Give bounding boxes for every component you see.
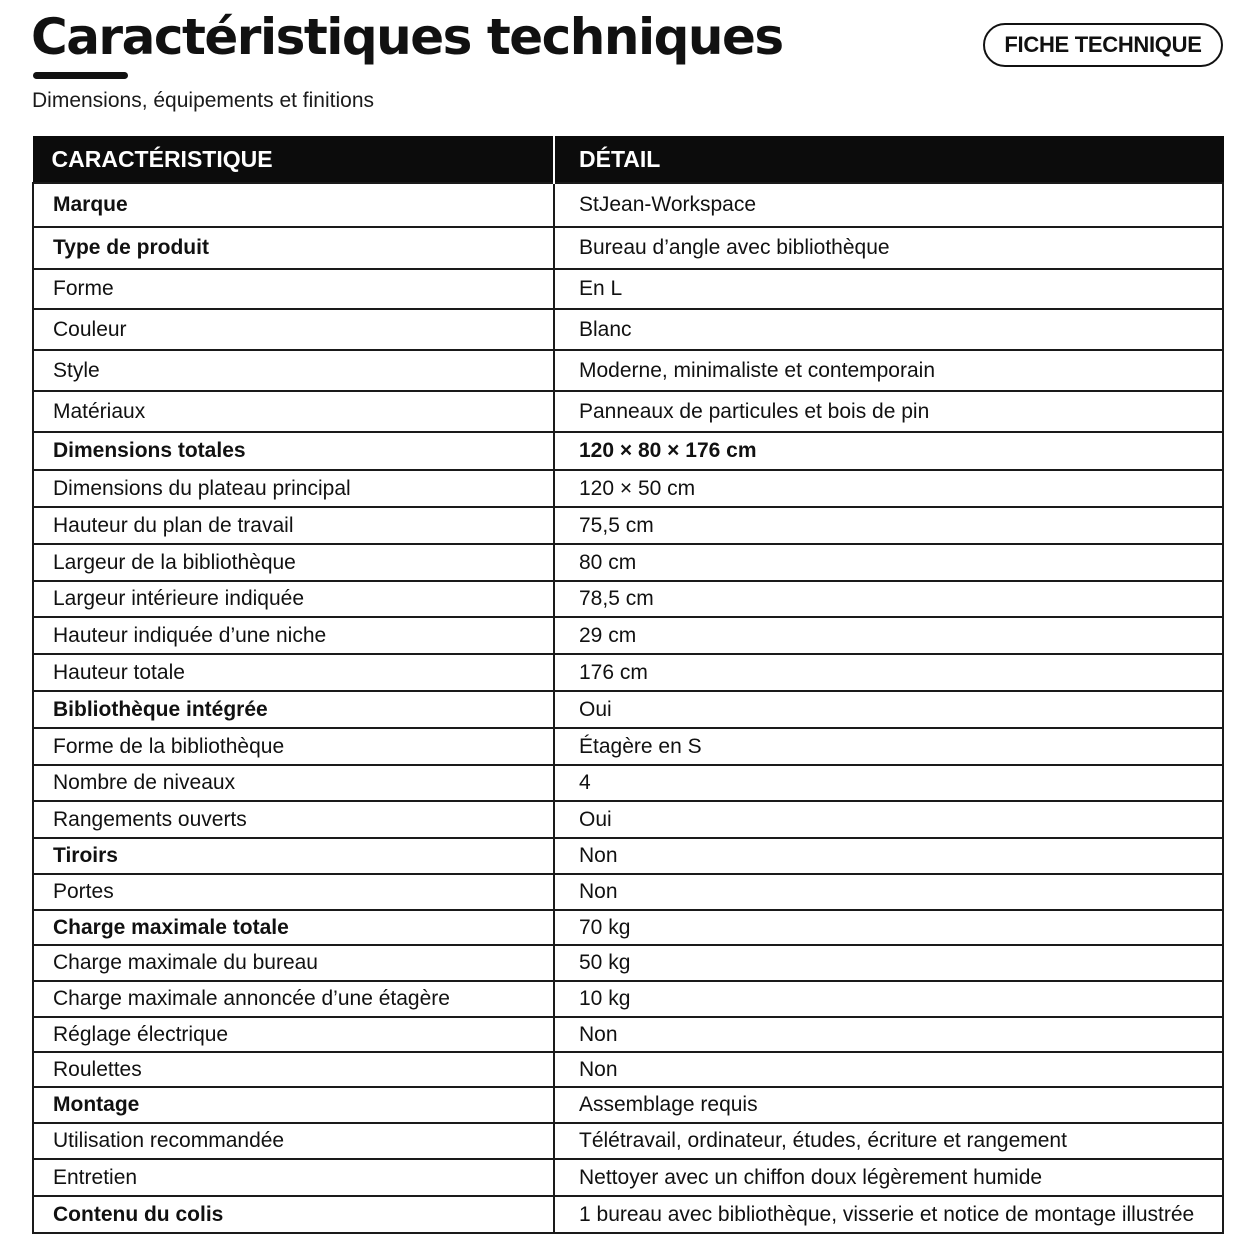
table-row	[33, 391, 1223, 432]
row-label: Réglage électrique	[33, 1017, 554, 1052]
row-value: 4	[554, 765, 1223, 801]
row-value: 10 kg	[554, 981, 1223, 1017]
table-row	[33, 838, 1223, 874]
spec-table	[32, 136, 1224, 1234]
row-label: Entretien	[33, 1159, 554, 1196]
row-label: Bibliothèque intégrée	[33, 691, 554, 728]
row-value: Oui	[554, 691, 1223, 728]
table-row	[33, 544, 1223, 581]
row-label: Hauteur du plan de travail	[33, 507, 554, 544]
row-value: Oui	[554, 801, 1223, 838]
table-row	[33, 1196, 1223, 1233]
column-header-characteristic: CARACTÉRISTIQUE	[33, 137, 554, 184]
table-row	[33, 945, 1223, 981]
row-value: Bureau d’angle avec bibliothèque	[554, 227, 1223, 269]
row-label: Type de produit	[33, 227, 554, 269]
row-label: Charge maximale annoncée d’une étagère	[33, 981, 554, 1017]
row-value: 78,5 cm	[554, 581, 1223, 617]
row-value: 1 bureau avec bibliothèque, visserie et notice de montage illustrée	[554, 1196, 1223, 1233]
row-label: Portes	[33, 874, 554, 910]
row-value: Panneaux de particules et bois de pin	[554, 391, 1223, 432]
table-row	[33, 350, 1223, 391]
row-label: Matériaux	[33, 391, 554, 432]
table-row	[33, 470, 1223, 507]
fiche-technique-badge: FICHE TECHNIQUE	[983, 23, 1223, 67]
row-label: Largeur intérieure indiquée	[33, 581, 554, 617]
spec-table-body	[33, 183, 1223, 1233]
row-label: Marque	[33, 183, 554, 227]
row-label: Charge maximale du bureau	[33, 945, 554, 981]
spec-table-header	[33, 137, 1223, 184]
column-header-detail: DÉTAIL	[554, 137, 1223, 184]
table-row	[33, 432, 1223, 470]
table-row	[33, 617, 1223, 654]
row-label: Couleur	[33, 309, 554, 350]
row-label: Contenu du colis	[33, 1196, 554, 1233]
row-label: Charge maximale totale	[33, 910, 554, 945]
table-row	[33, 654, 1223, 691]
row-label: Dimensions du plateau principal	[33, 470, 554, 507]
table-row	[33, 581, 1223, 617]
row-value: 120 × 80 × 176 cm	[554, 432, 1223, 470]
table-row	[33, 1017, 1223, 1052]
row-value: 70 kg	[554, 910, 1223, 945]
table-row	[33, 183, 1223, 227]
row-value: 75,5 cm	[554, 507, 1223, 544]
row-value: En L	[554, 269, 1223, 309]
row-value: Blanc	[554, 309, 1223, 350]
table-row	[33, 1052, 1223, 1087]
row-label: Hauteur indiquée d’une niche	[33, 617, 554, 654]
table-row	[33, 874, 1223, 910]
table-row	[33, 309, 1223, 350]
row-value: Moderne, minimaliste et contemporain	[554, 350, 1223, 391]
row-label: Nombre de niveaux	[33, 765, 554, 801]
table-row	[33, 691, 1223, 728]
row-value: 120 × 50 cm	[554, 470, 1223, 507]
row-label: Utilisation recommandée	[33, 1123, 554, 1159]
row-label: Dimensions totales	[33, 432, 554, 470]
row-value: Non	[554, 838, 1223, 874]
row-label: Montage	[33, 1087, 554, 1123]
row-value: Non	[554, 874, 1223, 910]
row-value: 176 cm	[554, 654, 1223, 691]
table-row	[33, 507, 1223, 544]
row-value: Étagère en S	[554, 728, 1223, 765]
row-label: Forme de la bibliothèque	[33, 728, 554, 765]
row-label: Largeur de la bibliothèque	[33, 544, 554, 581]
page-subtitle: Dimensions, équipements et finitions	[32, 89, 375, 112]
row-value: 80 cm	[554, 544, 1223, 581]
page-title: Caractéristiques techniques	[31, 8, 783, 66]
table-row	[33, 728, 1223, 765]
table-row	[33, 1159, 1223, 1196]
table-row	[33, 269, 1223, 309]
row-value: Nettoyer avec un chiffon doux légèrement humide	[554, 1159, 1223, 1196]
row-label: Tiroirs	[33, 838, 554, 874]
row-value: Non	[554, 1052, 1223, 1087]
title-underline	[33, 72, 128, 79]
header-row	[33, 137, 1223, 184]
row-label: Style	[33, 350, 554, 391]
table-row	[33, 1123, 1223, 1159]
row-label: Roulettes	[33, 1052, 554, 1087]
table-row	[33, 1087, 1223, 1123]
row-value: Télétravail, ordinateur, études, écriture et rangement	[554, 1123, 1223, 1159]
row-value: StJean-Workspace	[554, 183, 1223, 227]
row-label: Hauteur totale	[33, 654, 554, 691]
row-value: Non	[554, 1017, 1223, 1052]
table-row	[33, 765, 1223, 801]
row-value: 29 cm	[554, 617, 1223, 654]
table-row	[33, 801, 1223, 838]
row-value: 50 kg	[554, 945, 1223, 981]
row-value: Assemblage requis	[554, 1087, 1223, 1123]
row-label: Rangements ouverts	[33, 801, 554, 838]
table-row	[33, 910, 1223, 945]
table-row	[33, 227, 1223, 269]
row-label: Forme	[33, 269, 554, 309]
table-row	[33, 981, 1223, 1017]
